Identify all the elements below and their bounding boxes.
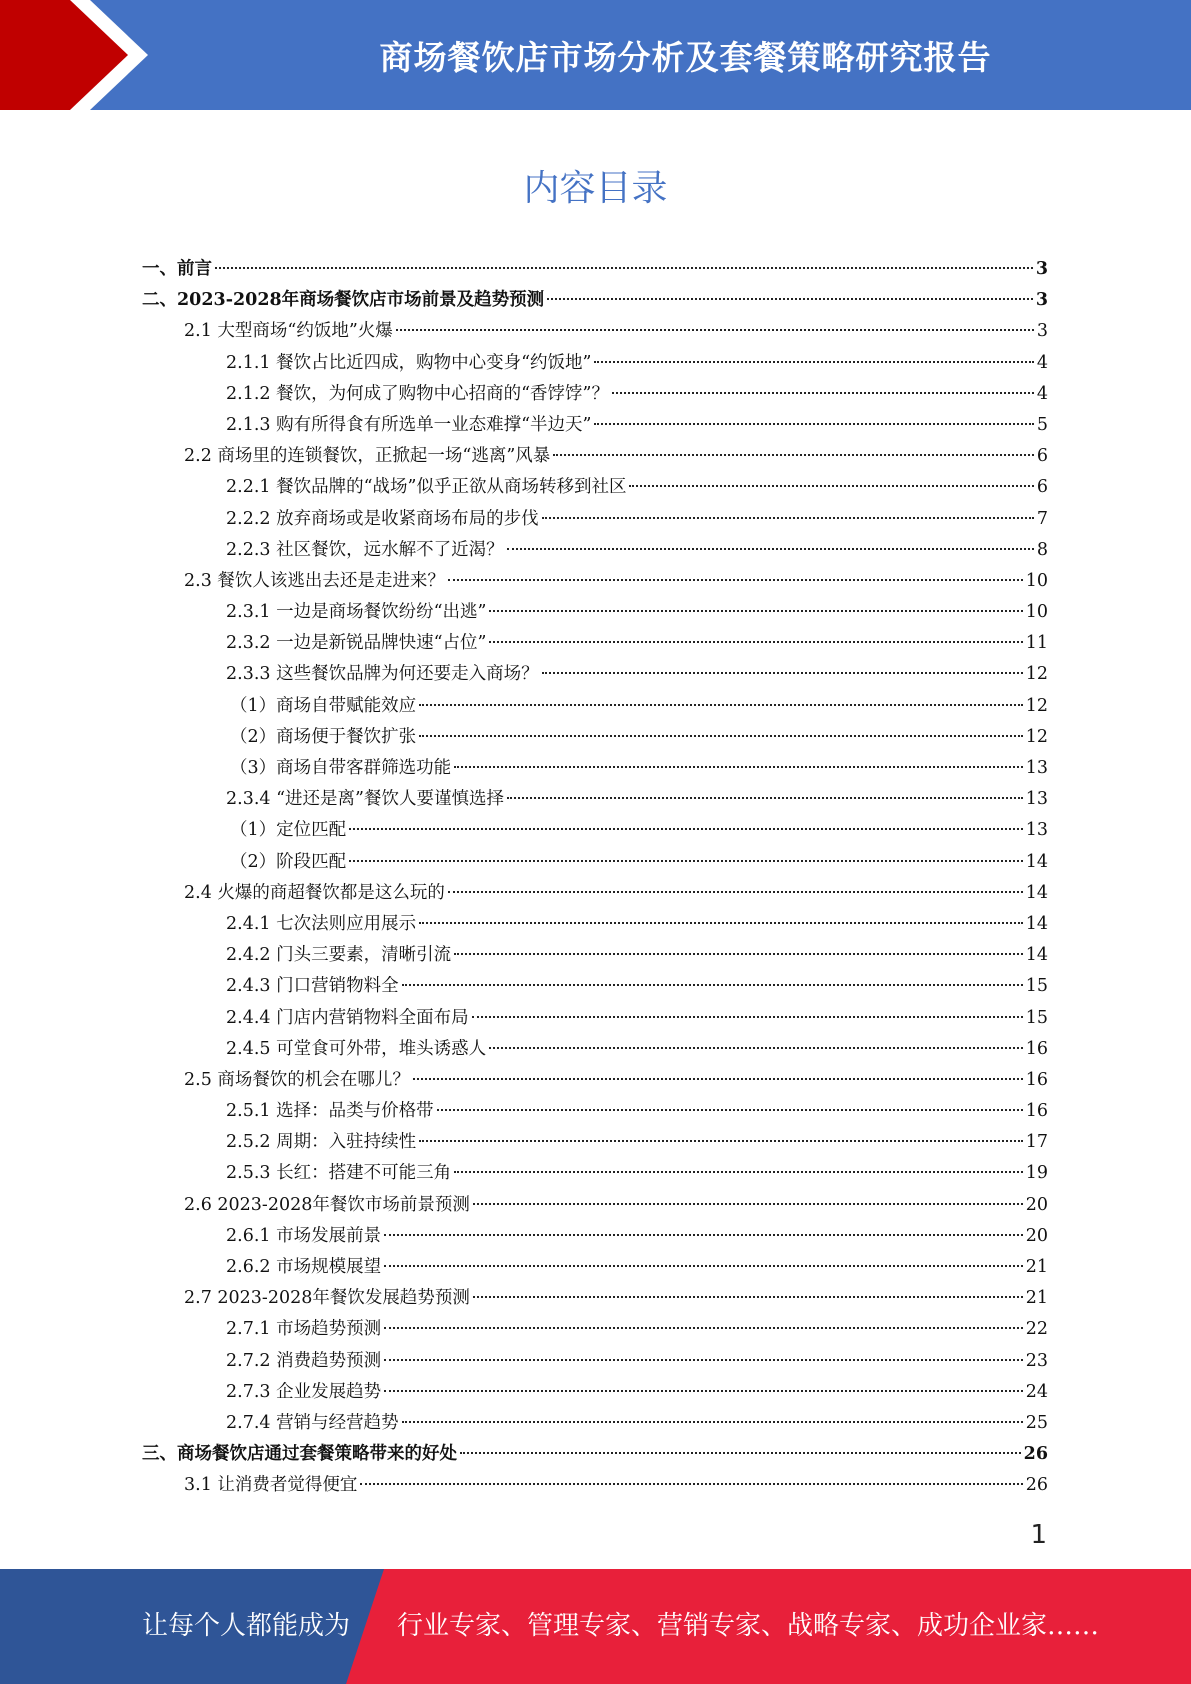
toc-entry[interactable] (142, 878, 1048, 909)
toc-entry[interactable] (142, 441, 1048, 472)
toc-dot-leader (384, 1327, 1023, 1329)
toc-entry-page: 15 (1025, 1007, 1048, 1028)
toc-entry-page: 25 (1025, 1412, 1048, 1433)
toc-entry-page: 12 (1025, 726, 1048, 747)
toc-entry-label: 2.6 2023-2028年餐饮市场前景预测 (184, 1194, 470, 1215)
toc-entry-page: 13 (1025, 820, 1048, 841)
toc-dot-leader (402, 1421, 1023, 1423)
toc-entry-label: 2.2 商场里的连锁餐饮，正掀起一场“逃离”风暴 (184, 446, 551, 467)
footer-slogan-right: 行业专家、管理专家、营销专家、战略专家、成功企业家…… (397, 1611, 1100, 1641)
toc-entry-label: 2.2.3 社区餐饮，远水解不了近渴？ (226, 539, 504, 560)
toc-entry-page: 13 (1025, 789, 1048, 810)
toc-dot-leader (472, 1016, 1023, 1018)
toc-entry-label: 3.1 让消费者觉得便宜 (184, 1475, 358, 1496)
toc-entry-label: 2.5.3 长红：搭建不可能三角 (226, 1163, 452, 1184)
toc-entry-page: 15 (1025, 976, 1048, 997)
toc-dot-leader (349, 860, 1023, 862)
toc-entry[interactable] (142, 659, 1048, 690)
toc-entry-label: 2.2.1 餐饮品牌的“战场”似乎正欲从商场转移到社区 (226, 477, 627, 498)
toc-entry[interactable] (142, 691, 1048, 722)
toc-entry[interactable] (142, 1096, 1048, 1127)
toc-entry[interactable] (142, 597, 1048, 628)
toc-entry-page: 12 (1025, 664, 1048, 685)
toc-entry[interactable] (142, 316, 1048, 347)
toc-entry[interactable] (142, 847, 1048, 878)
toc-entry-label: （1）定位匹配 (230, 820, 347, 841)
toc-entry-label: 2.4.2 门头三要素，清晰引流 (226, 945, 452, 966)
toc-entry-page: 26 (1025, 1475, 1048, 1496)
toc-dot-leader (473, 1296, 1023, 1298)
toc-entry-label: 2.1.3 购有所得食有所选单一业态难撑“半边天” (226, 414, 592, 435)
toc-entry-page: 4 (1036, 383, 1048, 404)
toc-entry-page: 23 (1025, 1350, 1048, 1371)
toc-entry-label: （2）商场便于餐饮扩张 (230, 726, 417, 747)
toc-dot-leader (594, 361, 1033, 363)
toc-entry-page: 6 (1036, 477, 1048, 498)
toc-entry-page: 14 (1025, 913, 1048, 934)
toc-entry[interactable] (142, 1346, 1048, 1377)
toc-entry[interactable] (142, 753, 1048, 784)
toc-entry[interactable] (142, 1252, 1048, 1283)
toc-dot-leader (437, 1109, 1023, 1111)
toc-entry-label: 2.4.3 门口营销物料全 (226, 976, 399, 997)
toc-entry-label: 2.1.1 餐饮占比近四成，购物中心变身“约饭地” (226, 352, 592, 373)
toc-dot-leader (629, 485, 1033, 487)
toc-entry-label: 2.7 2023-2028年餐饮发展趋势预测 (184, 1288, 470, 1309)
toc-entry-label: 2.3.2 一边是新锐品牌快速“占位” (226, 633, 487, 654)
toc-entry[interactable] (142, 1221, 1048, 1252)
toc-entry[interactable] (142, 940, 1048, 971)
toc-entry-page: 6 (1036, 446, 1048, 467)
toc-entry[interactable] (142, 504, 1048, 535)
toc-entry[interactable] (142, 1314, 1048, 1345)
toc-entry-page: 21 (1025, 1288, 1048, 1309)
toc-entry[interactable] (142, 909, 1048, 940)
toc-entry[interactable] (142, 1408, 1048, 1439)
toc-entry[interactable] (142, 1127, 1048, 1158)
toc-dot-leader (448, 579, 1023, 581)
report-title: 商场餐饮店市场分析及套餐策略研究报告 (379, 37, 992, 77)
toc-dot-leader (215, 267, 1033, 269)
toc-entry-page: 10 (1025, 570, 1048, 591)
toc-dot-leader (402, 984, 1023, 986)
toc-dot-leader (460, 1452, 1021, 1454)
toc-dot-leader (489, 1047, 1023, 1049)
footer-banner (0, 1569, 1191, 1684)
toc-entry-page: 3 (1036, 321, 1048, 342)
toc-entry-page: 16 (1025, 1069, 1048, 1090)
page-number: 1 (1030, 1520, 1047, 1550)
toc-entry-page: 12 (1025, 695, 1048, 716)
toc-entry[interactable] (142, 1034, 1048, 1065)
toc-dot-leader (507, 548, 1034, 550)
toc-dot-leader (384, 1390, 1023, 1392)
toc-entry-page: 17 (1025, 1132, 1048, 1153)
toc-entry-page: 22 (1025, 1319, 1048, 1340)
toc-entry-page: 5 (1036, 414, 1048, 435)
toc-entry-label: 2.1 大型商场“约饭地”火爆 (184, 321, 393, 342)
toc-entry-page: 24 (1025, 1381, 1048, 1402)
toc-dot-leader (419, 704, 1023, 706)
toc-entry-page: 19 (1025, 1163, 1048, 1184)
toc-entry-label: 2.4 火爆的商超餐饮都是这么玩的 (184, 882, 445, 903)
toc-entry-label: 2.4.5 可堂食可外带，堆头诱惑人 (226, 1038, 487, 1059)
toc-dot-leader (448, 891, 1023, 893)
toc-entry-label: （3）商场自带客群筛选功能 (230, 758, 452, 778)
toc-entry-label: （2）阶段匹配 (230, 851, 347, 872)
toc-dot-leader (384, 1359, 1023, 1361)
toc-entry[interactable] (142, 254, 1048, 285)
toc-entry-label: 2.6.1 市场发展前景 (226, 1225, 382, 1246)
toc-entry-label: 2.3 餐饮人该逃出去还是走进来？ (184, 570, 445, 591)
toc-entry[interactable] (142, 784, 1048, 815)
toc-entry-label: 2.2.2 放弃商场或是收紧商场布局的步伐 (226, 508, 539, 529)
toc-entry-label: （1）商场自带赋能效应 (230, 695, 417, 716)
toc-dot-leader (413, 1078, 1023, 1080)
toc-dot-leader (384, 1234, 1023, 1236)
toc-dot-leader (454, 766, 1023, 768)
toc-entry-page: 16 (1025, 1101, 1048, 1122)
toc-entry-page: 4 (1036, 352, 1048, 373)
toc-dot-leader (489, 610, 1022, 612)
toc-entry[interactable] (142, 1158, 1048, 1189)
toc-entry-label: 2.7.2 消费趋势预测 (226, 1350, 382, 1371)
toc-entry-page: 7 (1036, 508, 1048, 529)
toc-entry[interactable] (142, 1439, 1048, 1470)
toc-dot-leader (542, 672, 1023, 674)
toc-entry-label: 2.7.1 市场趋势预测 (226, 1319, 382, 1340)
toc-dot-leader (419, 1140, 1023, 1142)
toc-entry-label: 二、2023-2028年商场餐饮店市场前景及趋势预测 (142, 290, 545, 311)
toc-entry-label: 2.5.1 选择：品类与价格带 (226, 1101, 434, 1122)
toc-heading: 内容目录 (523, 168, 668, 209)
report-header-banner (0, 0, 1191, 110)
toc-entry[interactable] (142, 815, 1048, 846)
toc-entry[interactable] (142, 628, 1048, 659)
toc-entry-label: 2.4.1 七次法则应用展示 (226, 913, 417, 934)
toc-entry[interactable] (142, 566, 1048, 597)
toc-entry-page: 13 (1025, 758, 1048, 778)
toc-entry[interactable] (142, 472, 1048, 503)
toc-entry-page: 10 (1025, 602, 1048, 623)
toc-entry-label: 2.1.2 餐饮，为何成了购物中心招商的“香饽饽”？ (226, 383, 609, 404)
toc-entry-label: 三、商场餐饮店通过套餐策略带来的好处 (142, 1444, 457, 1465)
toc-dot-leader (454, 953, 1023, 955)
toc-dot-leader (507, 797, 1023, 799)
toc-entry-page: 14 (1025, 882, 1048, 903)
toc-entry-label: 2.7.3 企业发展趋势 (226, 1381, 382, 1402)
toc-entry-page: 14 (1025, 851, 1048, 872)
toc-entry-label: 2.4.4 门店内营销物料全面布局 (226, 1007, 469, 1028)
toc-entry-page: 16 (1025, 1038, 1048, 1059)
toc-entry-page: 3 (1035, 259, 1048, 279)
toc-entry[interactable] (142, 379, 1048, 410)
table-of-contents (142, 254, 1048, 1502)
toc-entry-page: 20 (1025, 1194, 1048, 1215)
toc-dot-leader (553, 454, 1034, 456)
toc-entry[interactable] (142, 971, 1048, 1002)
toc-dot-leader (473, 1203, 1023, 1205)
toc-entry-page: 11 (1025, 633, 1048, 654)
toc-entry[interactable] (142, 1283, 1048, 1314)
toc-entry-page: 26 (1023, 1444, 1048, 1465)
toc-entry[interactable] (142, 1377, 1048, 1408)
toc-dot-leader (349, 828, 1023, 830)
toc-entry[interactable] (142, 285, 1048, 316)
toc-entry-label: 2.5.2 周期：入驻持续性 (226, 1132, 417, 1153)
toc-dot-leader (542, 517, 1034, 519)
toc-dot-leader (594, 423, 1033, 425)
footer-slogan-left: 让每个人都能成为 (142, 1611, 351, 1641)
toc-dot-leader (360, 1483, 1022, 1485)
toc-entry-label: 2.3.3 这些餐饮品牌为何还要走入商场？ (226, 664, 539, 685)
toc-entry[interactable] (142, 535, 1048, 566)
toc-entry[interactable] (142, 1470, 1048, 1501)
toc-entry[interactable] (142, 348, 1048, 379)
toc-entry[interactable] (142, 722, 1048, 753)
toc-entry-label: 2.3.4 “进还是离”餐饮人要谨慎选择 (226, 789, 504, 810)
toc-dot-leader (489, 641, 1022, 643)
toc-dot-leader (454, 1171, 1023, 1173)
toc-entry[interactable] (142, 1065, 1048, 1096)
toc-entry-page: 14 (1025, 945, 1048, 966)
toc-entry[interactable] (142, 1190, 1048, 1221)
toc-entry-label: 2.5 商场餐饮的机会在哪儿？ (184, 1069, 410, 1090)
toc-entry-label: 2.6.2 市场规模展望 (226, 1257, 382, 1277)
toc-dot-leader (396, 329, 1034, 331)
toc-dot-leader (419, 922, 1023, 924)
toc-entry-page: 21 (1025, 1257, 1048, 1277)
toc-entry-page: 20 (1025, 1225, 1048, 1246)
toc-dot-leader (612, 392, 1034, 394)
header-arrow-graphic (0, 0, 200, 110)
toc-entry-page: 8 (1036, 539, 1048, 560)
toc-dot-leader (547, 298, 1033, 300)
toc-entry-page: 3 (1035, 290, 1048, 311)
toc-entry-label: 2.3.1 一边是商场餐饮纷纷“出逃” (226, 602, 487, 623)
toc-dot-leader (419, 735, 1023, 737)
toc-entry-label: 一、前言 (142, 259, 212, 279)
toc-entry[interactable] (142, 410, 1048, 441)
toc-dot-leader (384, 1265, 1023, 1267)
toc-entry[interactable] (142, 1003, 1048, 1034)
toc-entry-label: 2.7.4 营销与经营趋势 (226, 1412, 399, 1433)
